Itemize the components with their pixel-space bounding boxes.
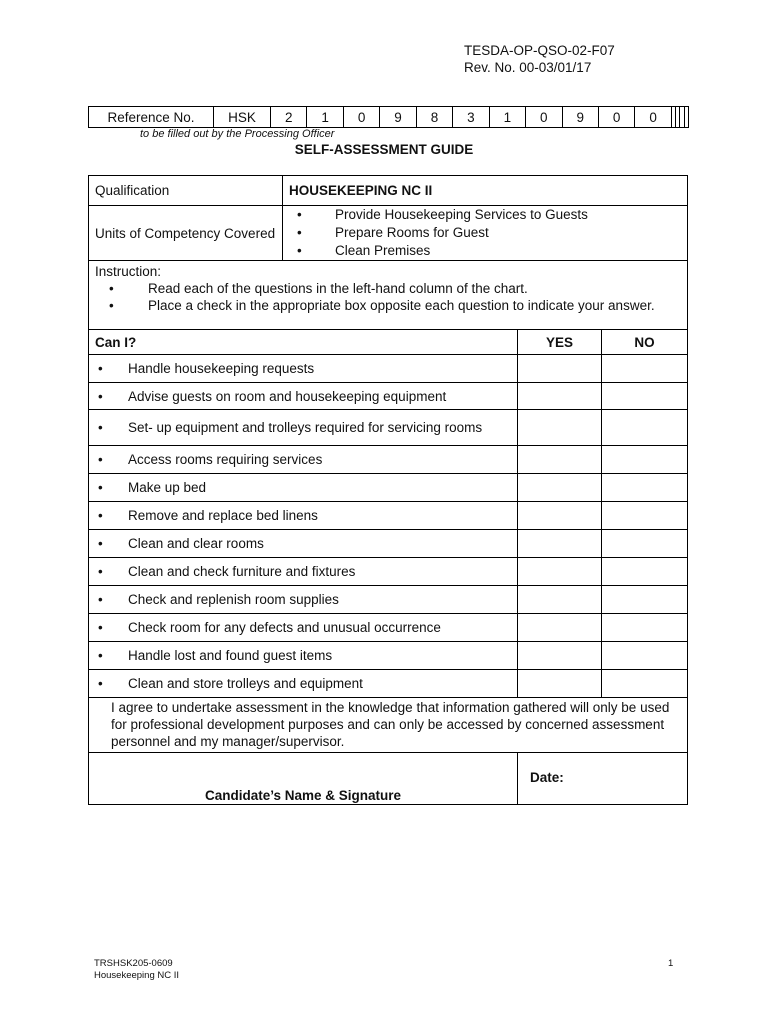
units-label: Units of Competency Covered: [89, 206, 283, 261]
instruction-label: Instruction:: [95, 264, 162, 279]
reference-digit-box[interactable]: 0: [343, 107, 379, 128]
question-cell: [89, 355, 518, 383]
instruction-row: [89, 261, 688, 330]
qualification-label: Qualification: [89, 176, 283, 206]
no-header: NO: [602, 330, 688, 355]
no-checkbox-cell[interactable]: [602, 355, 688, 383]
bullet-icon: •: [98, 452, 103, 467]
revision-number: Rev. No. 00-03/01/17: [464, 60, 592, 75]
bullet-icon: •: [109, 298, 114, 313]
unit-item-label: Prepare Rooms for Guest: [335, 225, 489, 240]
question-label: Make up bed: [128, 480, 207, 495]
question-cell: [89, 502, 518, 530]
question-cell: [89, 558, 518, 586]
candidate-signature-field[interactable]: Candidate’s Name & Signature: [89, 753, 518, 805]
footer-qualification: Housekeeping NC II: [94, 970, 180, 981]
bullet-icon: •: [98, 676, 103, 691]
can-i-header: Can I?: [89, 330, 518, 355]
bullet-icon: •: [98, 388, 103, 404]
instruction-item: [95, 297, 683, 314]
reference-digit-box[interactable]: 8: [416, 107, 452, 128]
reference-label: Reference No.: [89, 107, 214, 128]
unit-item: [283, 206, 687, 224]
instruction-item-label: Place a check in the appropriate box opposite each question to indicate your answer.: [148, 298, 655, 313]
question-row: [89, 383, 688, 410]
question-row: [89, 446, 688, 474]
bullet-icon: •: [98, 592, 103, 607]
qualification-row: [89, 176, 688, 206]
reference-digit-box[interactable]: 2: [271, 107, 307, 128]
signature-row: [89, 753, 688, 805]
bullet-icon: •: [98, 536, 103, 551]
question-label: Clean and check furniture and fixtures: [128, 564, 356, 579]
qualification-value: HOUSEKEEPING NC II: [283, 176, 688, 206]
bullet-icon: •: [98, 420, 103, 435]
no-checkbox-cell[interactable]: [602, 410, 688, 446]
question-label: Advise guests on room and housekeeping equipment: [128, 388, 447, 404]
question-row: [89, 355, 688, 383]
reference-digit-box[interactable]: 9: [380, 107, 416, 128]
agreement-row: [89, 698, 688, 753]
yes-checkbox-cell[interactable]: [518, 586, 602, 614]
units-row: [89, 206, 688, 261]
question-cell: [89, 410, 518, 446]
question-cell: [89, 530, 518, 558]
yes-header: YES: [518, 330, 602, 355]
footer-code: TRSHSK205-0609: [94, 958, 173, 969]
footer: [94, 958, 179, 982]
question-label: Clean and clear rooms: [128, 536, 264, 551]
yes-checkbox-cell[interactable]: [518, 355, 602, 383]
yes-checkbox-cell[interactable]: [518, 502, 602, 530]
yes-checkbox-cell[interactable]: [518, 614, 602, 642]
yes-checkbox-cell[interactable]: [518, 670, 602, 698]
bullet-icon: •: [98, 620, 103, 635]
instruction-item-label: Read each of the questions in the left-hand column of the chart.: [148, 281, 528, 296]
question-label: Check and replenish room supplies: [128, 592, 339, 607]
units-list: [283, 206, 687, 260]
page-number: 1: [668, 958, 674, 969]
question-cell: [89, 383, 518, 410]
no-checkbox-cell[interactable]: [602, 614, 688, 642]
processing-officer-note: to be filled out by the Processing Officer: [140, 128, 335, 140]
instruction-item: [95, 280, 683, 297]
question-row: [89, 502, 688, 530]
unit-item: [283, 224, 687, 242]
no-checkbox-cell[interactable]: [602, 670, 688, 698]
question-row: [89, 410, 688, 446]
no-checkbox-cell[interactable]: [602, 642, 688, 670]
no-checkbox-cell[interactable]: [602, 558, 688, 586]
question-row: [89, 642, 688, 670]
question-cell: [89, 474, 518, 502]
question-cell: [89, 586, 518, 614]
question-label: Clean and store trolleys and equipment: [128, 676, 363, 691]
bullet-icon: •: [297, 207, 302, 222]
question-cell: [89, 614, 518, 642]
document-code-block: [464, 42, 615, 76]
yes-checkbox-cell[interactable]: [518, 558, 602, 586]
reference-number-table: [88, 106, 689, 128]
reference-digit-box[interactable]: 1: [307, 107, 343, 128]
question-cell: [89, 670, 518, 698]
units-cell: [283, 206, 688, 261]
yes-checkbox-cell[interactable]: [518, 446, 602, 474]
bullet-icon: •: [98, 361, 103, 376]
reference-digit-box[interactable]: 0: [598, 107, 634, 128]
unit-item: [283, 242, 687, 260]
unit-item-label: Provide Housekeeping Services to Guests: [335, 207, 588, 222]
question-row: [89, 614, 688, 642]
checklist-header-row: [89, 330, 688, 355]
bullet-icon: •: [297, 243, 302, 258]
question-cell: [89, 642, 518, 670]
instruction-cell: [89, 261, 688, 330]
no-checkbox-cell[interactable]: [602, 502, 688, 530]
agreement-text: I agree to undertake assessment in the knowledge that information gathered will only be used for professional development purposes and can only be accessed by concerned assessment personnel and my manager/supervisor.: [89, 698, 688, 753]
reference-digit-box[interactable]: 0: [526, 107, 562, 128]
reference-digit-box[interactable]: 3: [453, 107, 489, 128]
reference-digit-box[interactable]: 0: [635, 107, 671, 128]
date-field[interactable]: Date:: [518, 753, 688, 805]
reference-digit-box[interactable]: 1: [489, 107, 525, 128]
form-code: TESDA-OP-QSO-02-F07: [464, 43, 615, 58]
bullet-icon: •: [297, 225, 302, 240]
question-row: [89, 670, 688, 698]
instruction-list: [95, 280, 683, 314]
bullet-icon: •: [109, 281, 114, 296]
no-checkbox-cell[interactable]: [602, 383, 688, 410]
no-checkbox-cell[interactable]: [602, 446, 688, 474]
yes-checkbox-cell[interactable]: [518, 530, 602, 558]
reference-prefix: HSK: [214, 107, 271, 128]
question-label: Remove and replace bed linens: [128, 508, 318, 523]
question-row: [89, 586, 688, 614]
question-label: Handle lost and found guest items: [128, 648, 333, 663]
bullet-icon: •: [98, 508, 103, 523]
bullet-icon: •: [98, 564, 103, 579]
question-row: [89, 474, 688, 502]
question-row: [89, 558, 688, 586]
question-label: Check room for any defects and unusual occurrence: [128, 620, 441, 635]
yes-checkbox-cell[interactable]: [518, 474, 602, 502]
bullet-icon: •: [98, 480, 103, 495]
no-checkbox-cell[interactable]: [602, 474, 688, 502]
question-label: Handle housekeeping requests: [128, 361, 315, 376]
unit-item-label: Clean Premises: [335, 243, 431, 258]
no-checkbox-cell[interactable]: [602, 586, 688, 614]
bullet-icon: •: [98, 648, 103, 663]
reference-digit-box[interactable]: 9: [562, 107, 598, 128]
self-assessment-table: [88, 175, 688, 805]
yes-checkbox-cell[interactable]: [518, 642, 602, 670]
page-title: SELF-ASSESSMENT GUIDE: [294, 142, 474, 157]
yes-checkbox-cell[interactable]: [518, 383, 602, 410]
question-cell: [89, 446, 518, 474]
reference-digit-box[interactable]: [684, 107, 688, 128]
question-row: [89, 530, 688, 558]
question-label: Set- up equipment and trolleys required for servicing rooms: [128, 420, 483, 435]
yes-checkbox-cell[interactable]: [518, 410, 602, 446]
no-checkbox-cell[interactable]: [602, 530, 688, 558]
question-label: Access rooms requiring services: [128, 452, 323, 467]
